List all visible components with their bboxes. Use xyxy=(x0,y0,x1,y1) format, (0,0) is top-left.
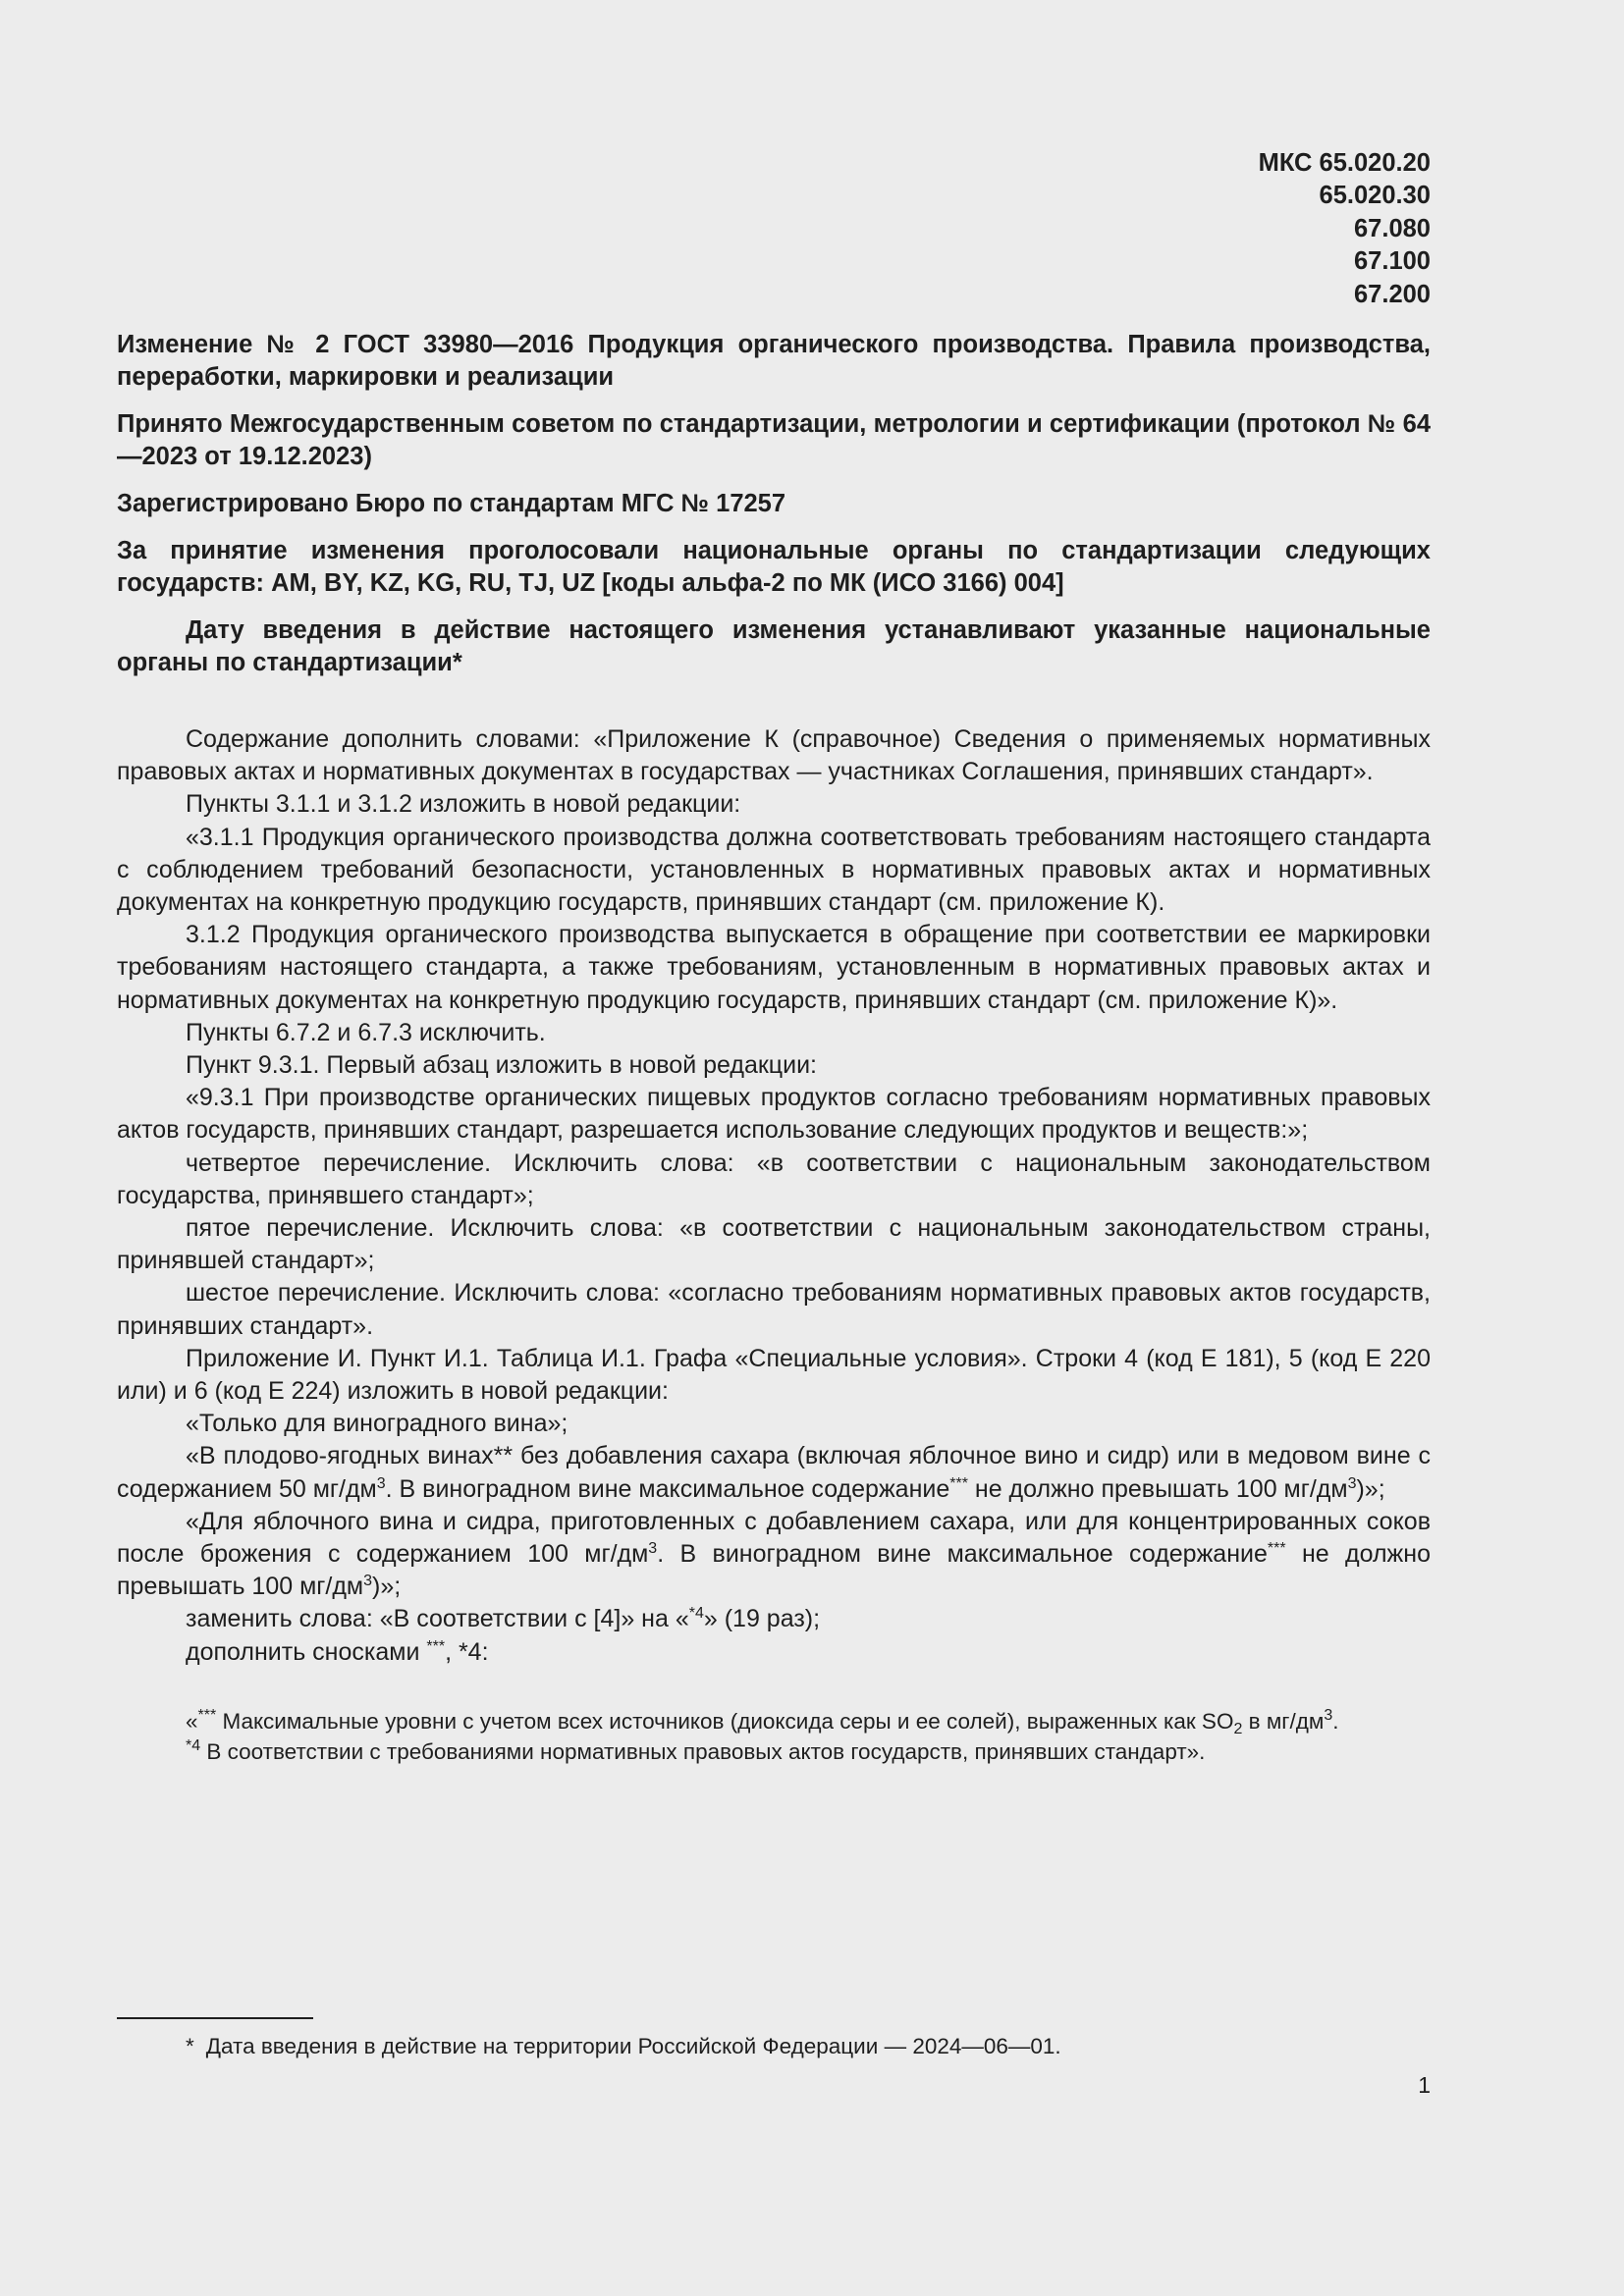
text-run: )»; xyxy=(1356,1474,1385,1503)
footnote-separator xyxy=(117,2017,313,2019)
paragraph: четвертое перечисление. Исключить слова: «в соответствии с национальным законодательством государства, принявшего стандарт»; xyxy=(117,1148,1431,1209)
subscript: 2 xyxy=(1233,1720,1243,1737)
page-number: 1 xyxy=(1418,2072,1431,2098)
footnote-mark: * xyxy=(186,2034,194,2058)
added-footnotes xyxy=(117,1706,1431,1767)
mks-code: 67.100 xyxy=(1354,247,1431,276)
paragraph: Пункты 3.1.1 и 3.1.2 изложить в новой редакции: xyxy=(186,790,741,819)
text-run: заменить слова: «В соответствии с [4]» на « xyxy=(186,1605,689,1633)
document-content xyxy=(117,329,1431,1767)
superscript: *** xyxy=(949,1474,968,1492)
superscript: *** xyxy=(426,1637,446,1655)
text-run: « xyxy=(186,1708,198,1734)
amendment-body xyxy=(117,723,1431,1669)
added-footnote xyxy=(117,1706,1431,1736)
mks-code: 67.080 xyxy=(1354,214,1431,242)
text-run: , *4: xyxy=(445,1637,489,1666)
page-footnote xyxy=(186,2032,1061,2061)
superscript: 3 xyxy=(363,1573,373,1590)
paragraph: Содержание дополнить словами: «Приложение К (справочное) Сведения о применяемых нормативных правовых актах и нормативных документах в государствах — участниках Соглашения, принявших стандарт». xyxy=(117,725,1431,786)
superscript: *4 xyxy=(186,1736,201,1754)
mks-code: 67.200 xyxy=(1354,280,1431,308)
text-run: в мг/дм xyxy=(1242,1708,1325,1734)
text-run: Максимальные уровни с учетом всех источников (диоксида серы и ее солей), выраженных как SO xyxy=(216,1708,1234,1734)
paragraph xyxy=(117,1506,1431,1604)
paragraph xyxy=(117,1440,1431,1505)
registration-statement: Зарегистрировано Бюро по стандартам МГС № 17257 xyxy=(117,490,786,517)
paragraph: пятое перечисление. Исключить слова: «в соответствии с национальным законодательством страны, принявшей стандарт»; xyxy=(117,1214,1431,1275)
paragraph: Приложение И. Пункт И.1. Таблица И.1. Графа «Специальные условия». Строки 4 (код Е 181), 5 (код Е 220 или) и 6 (код Е 224) изложить в новой редакции: xyxy=(117,1344,1431,1406)
text-run: В соответствии с требованиями нормативных правовых актов государств, принявших стандарт». xyxy=(200,1738,1206,1764)
text-run: . В виноградном вине максимальное содержание xyxy=(385,1474,950,1503)
mks-code: МКС 65.020.20 xyxy=(1258,149,1431,177)
text-run: не должно превышать 100 мг/дм xyxy=(967,1474,1348,1503)
superscript: *4 xyxy=(688,1605,704,1623)
mks-code: 65.020.30 xyxy=(1319,182,1431,210)
text-run: «Для яблочного вина и сидра, приготовленных с добавлением сахара, или для концентрированных соков после брожения с содержанием 100 мг/дм xyxy=(117,1507,1431,1569)
paragraph: Пункты 6.7.2 и 6.7.3 исключить. xyxy=(186,1018,546,1046)
paragraph: «Только для виноградного вина»; xyxy=(186,1410,568,1438)
paragraph xyxy=(117,1603,1431,1635)
superscript: 3 xyxy=(376,1474,386,1492)
paragraph xyxy=(117,1636,1431,1669)
paragraph: Пункт 9.3.1. Первый абзац изложить в новой редакции: xyxy=(186,1051,818,1080)
paragraph: «3.1.1 Продукция органического производства должна соответствовать требованиям настоящего стандарта с соблюдением требований безопасности, установленных в нормативных правовых актах и нормативных документах на конкретную продукцию государств, принявших стандарт (см. приложение К). xyxy=(117,823,1431,917)
text-run: дополнить сносками xyxy=(186,1637,427,1666)
text-run: «В плодово-ягодных винах** без добавления сахара (включая яблочное вино и сидр) или в медовом вине с содержанием 50 мг/дм xyxy=(117,1442,1431,1503)
added-footnote xyxy=(117,1736,1431,1767)
amendment-title: Изменение № 2 ГОСТ 33980—2016 Продукция органического производства. Правила производства, переработки, маркировки и реализации xyxy=(117,331,1431,391)
paragraph: 3.1.2 Продукция органического производства выпускается в обращение при соответствии ее маркировки требованиям настоящего стандарта, а также требованиям, установленным в нормативных правовых актах и нормативных документах на конкретную продукцию государств, принявших стандарт (см. приложение К)». xyxy=(117,921,1431,1014)
text-run: . xyxy=(1332,1708,1339,1734)
superscript: 3 xyxy=(1347,1474,1357,1492)
superscript: *** xyxy=(197,1706,217,1724)
text-run: » (19 раз); xyxy=(703,1605,821,1633)
text-run: . В виноградном вине максимальное содержание xyxy=(657,1540,1268,1569)
footnote-text: Дата введения в действие на территории Российской Федерации — 2024—06—01. xyxy=(205,2034,1061,2058)
text-run: )»; xyxy=(372,1573,402,1601)
effective-date-statement: Дату введения в действие настоящего изменения устанавливают указанные национальные органы по стандартизации* xyxy=(117,616,1431,676)
voting-statement: За принятие изменения проголосовали национальные органы по стандартизации следующих государств: AM, BY, KZ, KG, RU, TJ, UZ [коды альфа-2 по МК (ИСО 3166) 004] xyxy=(117,537,1431,597)
text-run: не должно превышать 100 мг/дм xyxy=(117,1540,1431,1601)
superscript: *** xyxy=(1267,1540,1286,1558)
paragraph: «9.3.1 При производстве органических пищевых продуктов согласно требованиям нормативных правовых актов государств, принявших стандарт, разрешается использование следующих продуктов и веществ:»; xyxy=(117,1084,1431,1145)
adopted-statement: Принято Межгосударственным советом по стандартизации, метрологии и сертификации (протокол № 64—2023 от 19.12.2023) xyxy=(117,410,1431,470)
superscript: 3 xyxy=(1324,1706,1333,1724)
superscript: 3 xyxy=(648,1540,658,1558)
mks-codes xyxy=(1259,147,1431,311)
paragraph: шестое перечисление. Исключить слова: «согласно требованиям нормативных правовых актов государств, принявших стандарт». xyxy=(117,1279,1431,1340)
